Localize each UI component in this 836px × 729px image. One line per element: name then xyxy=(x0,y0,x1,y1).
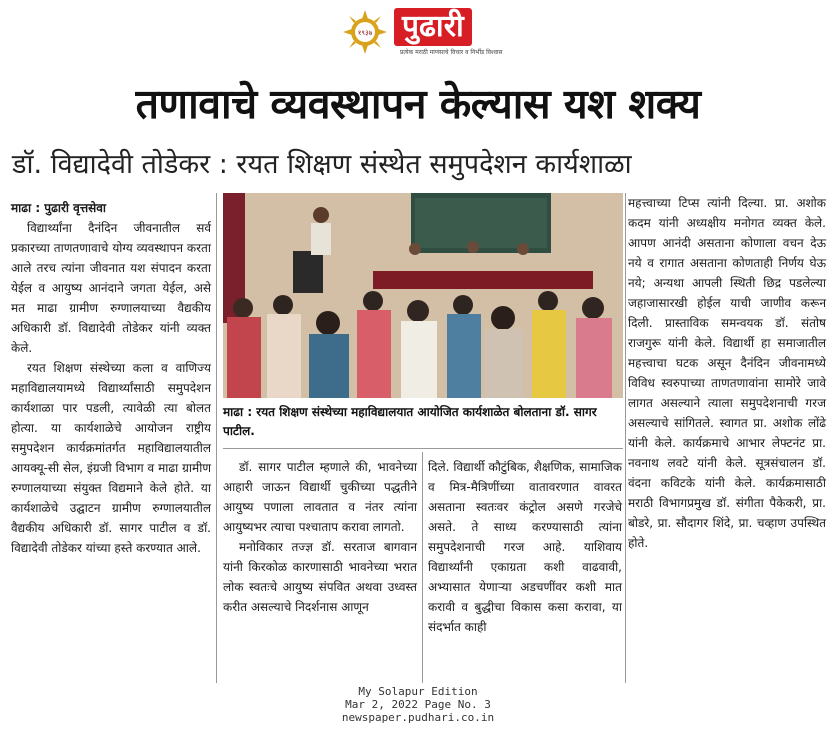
brand-logo: पुढारी xyxy=(394,8,472,46)
column-divider xyxy=(216,193,217,683)
article-column-3 xyxy=(428,457,622,637)
event-photo xyxy=(223,193,623,398)
column-divider xyxy=(422,452,423,683)
headline: तणावाचे व्यवस्थापन केल्यास यश शक्य xyxy=(135,80,701,128)
edition-date-page: Mar 2, 2022 Page No. 3 xyxy=(345,698,491,711)
paragraph: रयत शिक्षण संस्थेच्या कला व वाणिज्य महाविद्यालयामध्ये विद्यार्थ्यांसाठी समुपदेशन कार्यशाळा पार पडली, त्यावेळी त्या बोलत होत्या. या कार्यशाळेचे आयोजन राष्ट्रीय समुपदेशन कार्यक्रमांतर्गत महाविद्यालयातील आयक्यू-सी सेल, इंग्रजी विभाग व माढा ग्रामीण रुग्णालयाच्या संयुक्त विद्यमाने केले होते. या कार्यशाळेचे उद्घाटन ग्रामीण रुग्णालयातील वैद्यकीय अधिकारी डॉ. सागर पाटील व डॉ. विद्यादेवी तोडेकर यांच्या हस्ते करण्यात आले. xyxy=(11,361,211,555)
masthead xyxy=(0,8,836,58)
paragraph: डॉ. सागर पाटील म्हणाले की, भावनेच्या आहारी जाऊन विद्यार्थी चुकीच्या पद्धतीने आयुष्य पणाला लावतात व नंतर त्यांना आयुष्यभर त्याचा पश्चाताप करावा लागतो. xyxy=(223,460,417,534)
column-divider xyxy=(625,193,626,683)
photo-caption: माढा : रयत शिक्षण संस्थेच्या महाविद्यालयात आयोजित कार्यशाळेत बोलताना डॉ. सागर पाटील. xyxy=(223,405,597,438)
paragraph: विद्यार्थ्यांना दैनंदिन जीवनातील सर्व प्रकारच्या ताणतणावाचे योग्य व्यवस्थापन करता आले तरच त्यांना जीवनात यश संपादन करता येईल व आयुष्य आनंदाने जगता येईल, असे मत माढा ग्रामीण रुग्णालयाच्या वैद्यकीय अधिकारी डॉ. विद्यादेवी तोडेकर यांनी व्यक्त केले. xyxy=(11,221,211,355)
sun-emblem-icon xyxy=(343,10,387,54)
article-column-1 xyxy=(11,198,211,558)
article-column-2 xyxy=(223,457,417,617)
paragraph: दिले. विद्यार्थी कौटुंबिक, शैक्षणिक, सामाजिक व मित्र-मैत्रिणींच्या वातावरणात वावरत असताना स्वतःवर कंट्रोल असणे गरजेचे असते. ते साध्य करण्यासाठी त्यांना समुपदेशनाची गरज आहे. याशिवाय विद्यार्थ्यांनी एकाग्रता कशी वाढवावी, अभ्यासात येणाऱ्या अडचणींवर कशी मात करावी व बुद्धीचा विकास कसा करावा, या संदर्भात काही xyxy=(428,460,622,634)
edition-site: newspaper.pudhari.co.in xyxy=(341,711,495,724)
subheadline: डॉ. विद्यादेवी तोडेकर : रयत शिक्षण संस्थेत समुपदेशन कार्यशाळा xyxy=(12,149,632,180)
edition-name: My Solapur Edition xyxy=(358,685,478,698)
edition-footer xyxy=(0,685,836,724)
article-column-4 xyxy=(628,193,826,553)
brand-tagline: प्रत्येक मराठी माणसाचे विचार व निर्भीड विश्वास xyxy=(400,49,503,56)
caption-divider xyxy=(223,448,623,449)
paragraph: महत्त्वाच्या टिप्स त्यांनी दिल्या. प्रा. अशोक कदम यांनी अध्यक्षीय मनोगत व्यक्त केले. आपण आनंदी असताना कोणाला वचन देऊ नये व रागात असताना कोणताही निर्णय घेऊ नये; अन्यथा आपली स्थिती छिद्र पडलेल्या जहाजासारखी होईल याची जाणीव करून दिली. प्रास्ताविक समन्वयक डॉ. संतोष राजगुरू यांनी केले. विद्यार्थी हा समाजातील महत्त्वाचा घटक असून दैनंदिन जीवनामध्ये विविध स्वरुपाच्या ताणतणावांना सामोरे जावे लागत असल्याने त्याला समुपदेशनाची गरज असल्याचे सांगितले. स्वागत प्रा. अशोक लोंढे यांनी केले. कार्यक्रमाचे आभार लेफ्टनंट प्रा. नवनाथ लवटे यांनी केले. सूत्रसंचालन डॉ. वंदना कविटके यांनी केले. कार्यक्रमासाठी मराठी विभागप्रमुख डॉ. संगीता पैकेकरी, प्रा. बोडरे, प्रा. सौदागर शिंदे, प्रा. चव्हाण उपस्थित होते. xyxy=(628,196,826,550)
byline: माढा : पुढारी वृत्तसेवा xyxy=(11,201,107,215)
emblem-text: १९३७ xyxy=(357,29,373,37)
paragraph: मनोविकार तज्ज्ञ डॉ. सरताज बागवान यांनी किरकोळ कारणासाठी भावनेच्या भरात लोक स्वतःचे आयुष्य संपवित अथवा उध्वस्त करीत असल्याचे निदर्शनास आणून xyxy=(223,540,417,614)
